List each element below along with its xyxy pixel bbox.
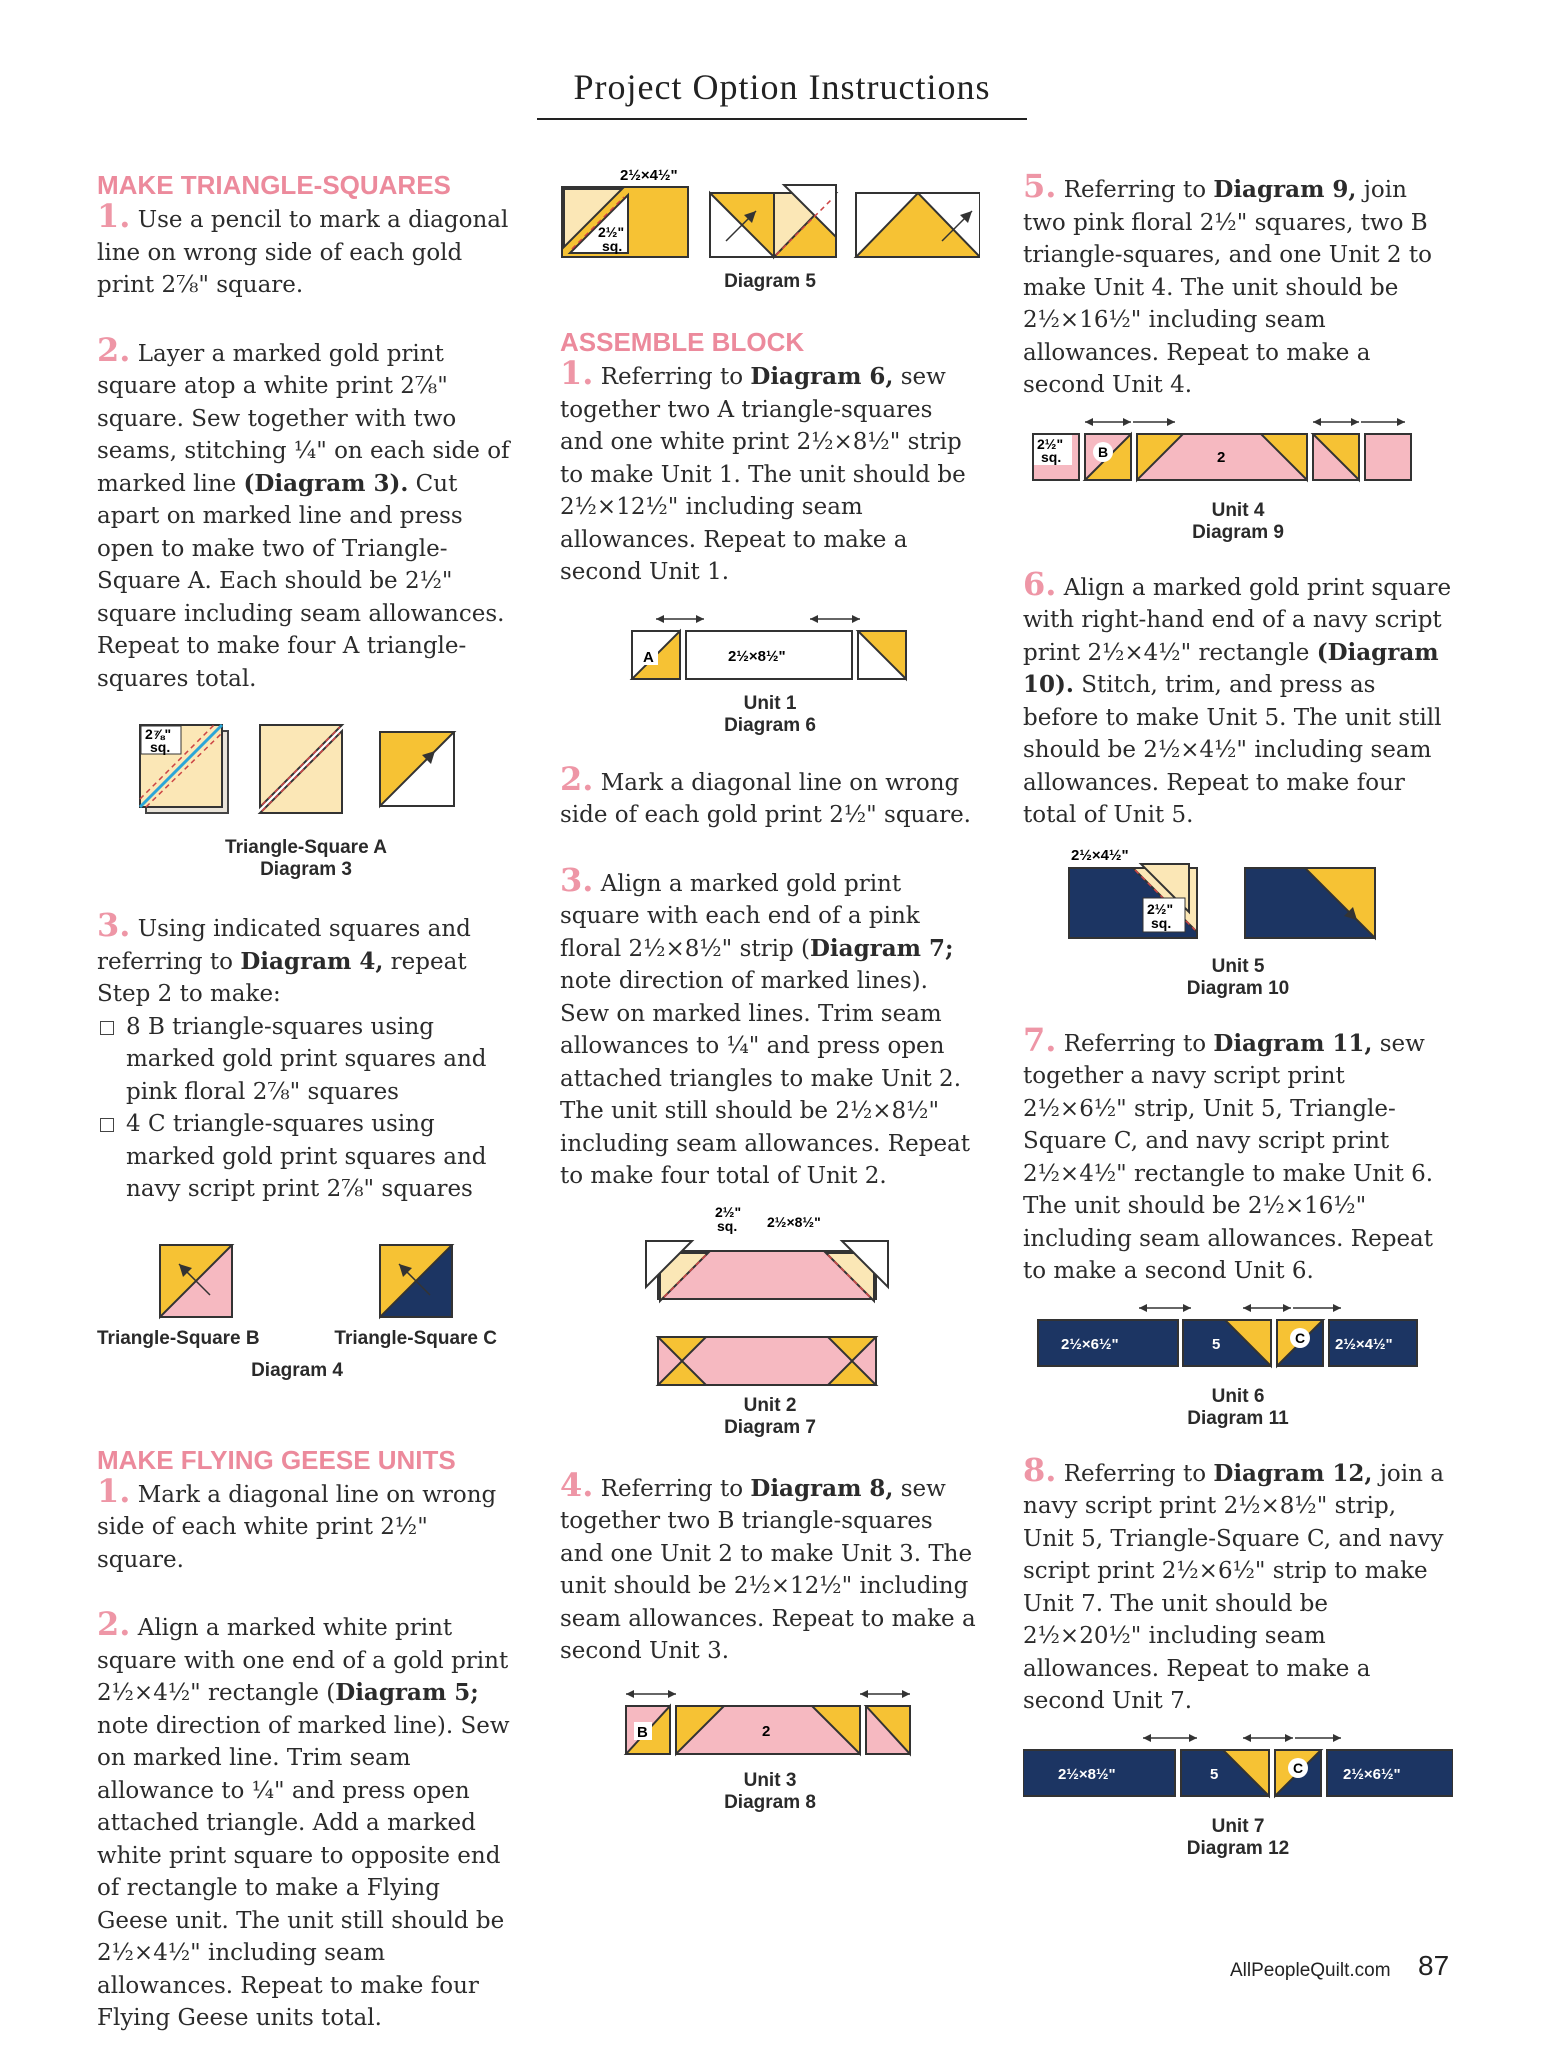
d7-caption-2: Diagram 7 — [724, 1416, 816, 1438]
d5-caption: Diagram 5 — [724, 271, 816, 292]
d9-unit: 2 — [1217, 448, 1226, 466]
heading-assemble-block: ASSEMBLE BLOCK — [560, 327, 805, 357]
d11-strip: 2½×6½" — [1061, 1335, 1119, 1353]
d9-sq2: sq. — [1041, 448, 1062, 465]
diagram-11-figure — [1023, 1302, 1453, 1372]
diagram-3-figure — [97, 723, 515, 833]
diagram-9 — [1023, 416, 1453, 544]
diagram-3 — [97, 723, 515, 881]
diagram-7 — [560, 1201, 980, 1439]
d4-caption-c: Triangle-Square C — [334, 1327, 497, 1349]
assemble-step-3: 3. Align a marked gold print square with each end of a pink floral 2½×8½" strip (Diagram 7; note direction of marked lines). Sew on marked lines. Trim seam allowances to ¼" and press open attached triangles to make Unit 2. The unit still should be 2½×8½" including seam allowances. Repeat to make four total of Unit 2. — [560, 860, 971, 1189]
bullet-b-triangles: 8 B triangle-squares using marked gold print squares and pink floral 2⅞" squares — [97, 1011, 515, 1109]
d11-caption-2: Diagram 11 — [1187, 1407, 1289, 1429]
d10-sq2: sq. — [1151, 914, 1172, 931]
d6-strip: 2½×8½" — [728, 647, 786, 665]
diagram-5 — [560, 165, 980, 293]
diagram-5-figure — [560, 165, 980, 265]
d10-caption-1: Unit 5 — [1211, 955, 1265, 977]
diagram-8-figure — [560, 1688, 980, 1760]
title-rule — [537, 118, 1027, 120]
d11-caption-1: Unit 6 — [1211, 1385, 1265, 1407]
d3-sq-label2: sq. — [150, 739, 171, 755]
assemble-step-8: 8. Referring to Diagram 12, join a navy script print 2½×8½" strip, Unit 5, Triangle-Square C, and navy script print 2½×6½" strip to make Unit 7. The unit should be 2½×20½" including seam allowances. Repeat to make a second Unit 7. — [1023, 1450, 1444, 1714]
diagram-4-figure — [97, 1242, 515, 1320]
diagram-12-figure — [1023, 1732, 1453, 1802]
d8-b: B — [637, 1723, 648, 1741]
d3-sq-label: 2⅞" — [145, 726, 172, 742]
diagram-11 — [1023, 1302, 1453, 1430]
d12-strip: 2½×8½" — [1058, 1765, 1116, 1783]
d10-rect: 2½×4½" — [1071, 846, 1129, 864]
geese-step-2: 2. Align a marked white print square with one end of a gold print 2½×4½" rectangle (Diagram 5; note direction of marked line). Sew on marked line. Trim seam allowance to ¼" and press open attached triangle. Add a marked white print square to opposite end of rectangle to make a Flying Geese unit. The unit still should be 2½×4½" including seam allowances. Repeat to make four Flying Geese units total. — [97, 1605, 510, 2031]
d9-sq: 2½" — [1037, 435, 1064, 452]
assemble-step-2: 2. Mark a diagonal line on wrong side of each gold print 2½" square. — [560, 759, 971, 828]
assemble-step-1: 1. Referring to Diagram 6, sew together two A triangle-squares and one white print 2½×8½" strip to make Unit 1. The unit should be 2½×12½" including seam allowances. Repeat to make a second Unit 1. — [560, 354, 966, 585]
diagram-12 — [1023, 1732, 1453, 1860]
diagram-7-figure — [560, 1201, 980, 1391]
d8-caption-1: Unit 3 — [743, 1769, 797, 1791]
footer-site[interactable]: AllPeopleQuilt.com — [1230, 1960, 1391, 1981]
d12-c: C — [1293, 1759, 1304, 1776]
column-2 — [560, 165, 980, 1814]
d5-top-label: 2½×4½" — [620, 167, 678, 184]
assemble-step-6: 6. Align a marked gold print square with right-hand end of a navy script print 2½×4½" rectangle (Diagram 10). Stitch, trim, and press as before to make Unit 5. The unit still should be 2½×4½" including seam allowances. Repeat to make four total of Unit 5. — [1023, 564, 1452, 828]
d10-sq: 2½" — [1147, 900, 1174, 917]
d12-caption-1: Unit 7 — [1211, 1815, 1265, 1837]
diagram-8 — [560, 1688, 980, 1814]
column-3 — [1023, 167, 1453, 1860]
assemble-step-7: 7. Referring to Diagram 11, sew together a navy script print 2½×6½" strip, Unit 5, Triangle-Square C, and navy script print 2½×4½" rectangle to make Unit 6. The unit should be 2½×16½" including seam allowances. Repeat to make a second Unit 6. — [1023, 1020, 1434, 1284]
d9-caption-1: Unit 4 — [1211, 499, 1265, 521]
d6-caption-2: Diagram 6 — [724, 714, 816, 736]
d7-sq2: sq. — [717, 1217, 738, 1234]
bullet-c-triangles: 4 C triangle-squares using marked gold print squares and navy script print 2⅞" squares — [97, 1108, 515, 1206]
column-1 — [97, 170, 515, 2035]
d11-rect: 2½×4½" — [1335, 1335, 1393, 1353]
d6-caption-1: Unit 1 — [743, 692, 797, 714]
d7-caption-1: Unit 2 — [743, 1394, 797, 1416]
assemble-step-5: 5. Referring to Diagram 9, join two pink floral 2½" squares, two B triangle-squares, and one Unit 2 to make Unit 4. The unit should be 2½×16½" including seam allowances. Repeat to make a second Unit 4. — [1023, 167, 1432, 398]
diagram-10 — [1023, 844, 1453, 1000]
heading-make-flying-geese: MAKE FLYING GEESE UNITS — [97, 1444, 456, 1475]
d11-unit5: 5 — [1212, 1335, 1221, 1353]
d11-c: C — [1295, 1329, 1306, 1346]
d6-a: A — [643, 648, 654, 666]
diagram-10-figure — [1023, 844, 1453, 944]
diagram-6 — [560, 613, 980, 737]
assemble-step-4: 4. Referring to Diagram 8, sew together two B triangle-squares and one Unit 2 to make Unit 3. The unit should be 2½×12½" including seam allowances. Repeat to make a second Unit 3. — [560, 1465, 976, 1664]
geese-step-1: 1. Mark a diagonal line on wrong side of each white print 2½" square. — [97, 1471, 497, 1573]
d9-caption-2: Diagram 9 — [1192, 521, 1284, 543]
step-1: 1. Use a pencil to mark a diagonal line on wrong side of each gold print 2⅞" square. — [97, 197, 509, 298]
d7-strip: 2½×8½" — [767, 1213, 821, 1230]
diagram-9-figure — [1023, 416, 1453, 486]
d7-sq: 2½" — [715, 1203, 742, 1220]
d9-b: B — [1098, 443, 1109, 460]
page-title: Project Option Instructions — [573, 67, 991, 107]
diagram-4 — [97, 1242, 515, 1382]
heading-make-triangle-squares: MAKE TRIANGLE-SQUARES — [97, 170, 451, 200]
d4-caption: Diagram 4 — [251, 1359, 343, 1381]
d10-caption-2: Diagram 10 — [1186, 977, 1290, 999]
d5-sq-label: 2½" — [598, 224, 625, 240]
d5-sq-label2: sq. — [602, 238, 623, 254]
d12-unit5: 5 — [1210, 1765, 1219, 1783]
d12-caption-2: Diagram 12 — [1186, 1837, 1290, 1859]
d8-caption-2: Diagram 8 — [724, 1791, 816, 1813]
d4-caption-b: Triangle-Square B — [97, 1327, 260, 1349]
step-2: 2. Layer a marked gold print square atop a white print 2⅞" square. Sew together with two seams, stitching ¼" on each side of marked line (Diagram 3). Cut apart on marked line and press open to make two of Triangle-Square A. Each should be 2½" square including seam allowances. Repeat to make four A triangle-squares total. — [97, 330, 510, 692]
page-number: 87 — [1418, 1950, 1450, 1981]
d3-caption-1: Triangle-Square A — [225, 837, 387, 858]
d12-strip2: 2½×6½" — [1343, 1765, 1401, 1783]
diagram-6-figure — [560, 613, 980, 683]
step-3: 3. Using indicated squares and referring to Diagram 4, repeat Step 2 to make: — [97, 906, 471, 1007]
d8-unit: 2 — [762, 1722, 771, 1740]
d3-caption-2: Diagram 3 — [260, 859, 352, 880]
